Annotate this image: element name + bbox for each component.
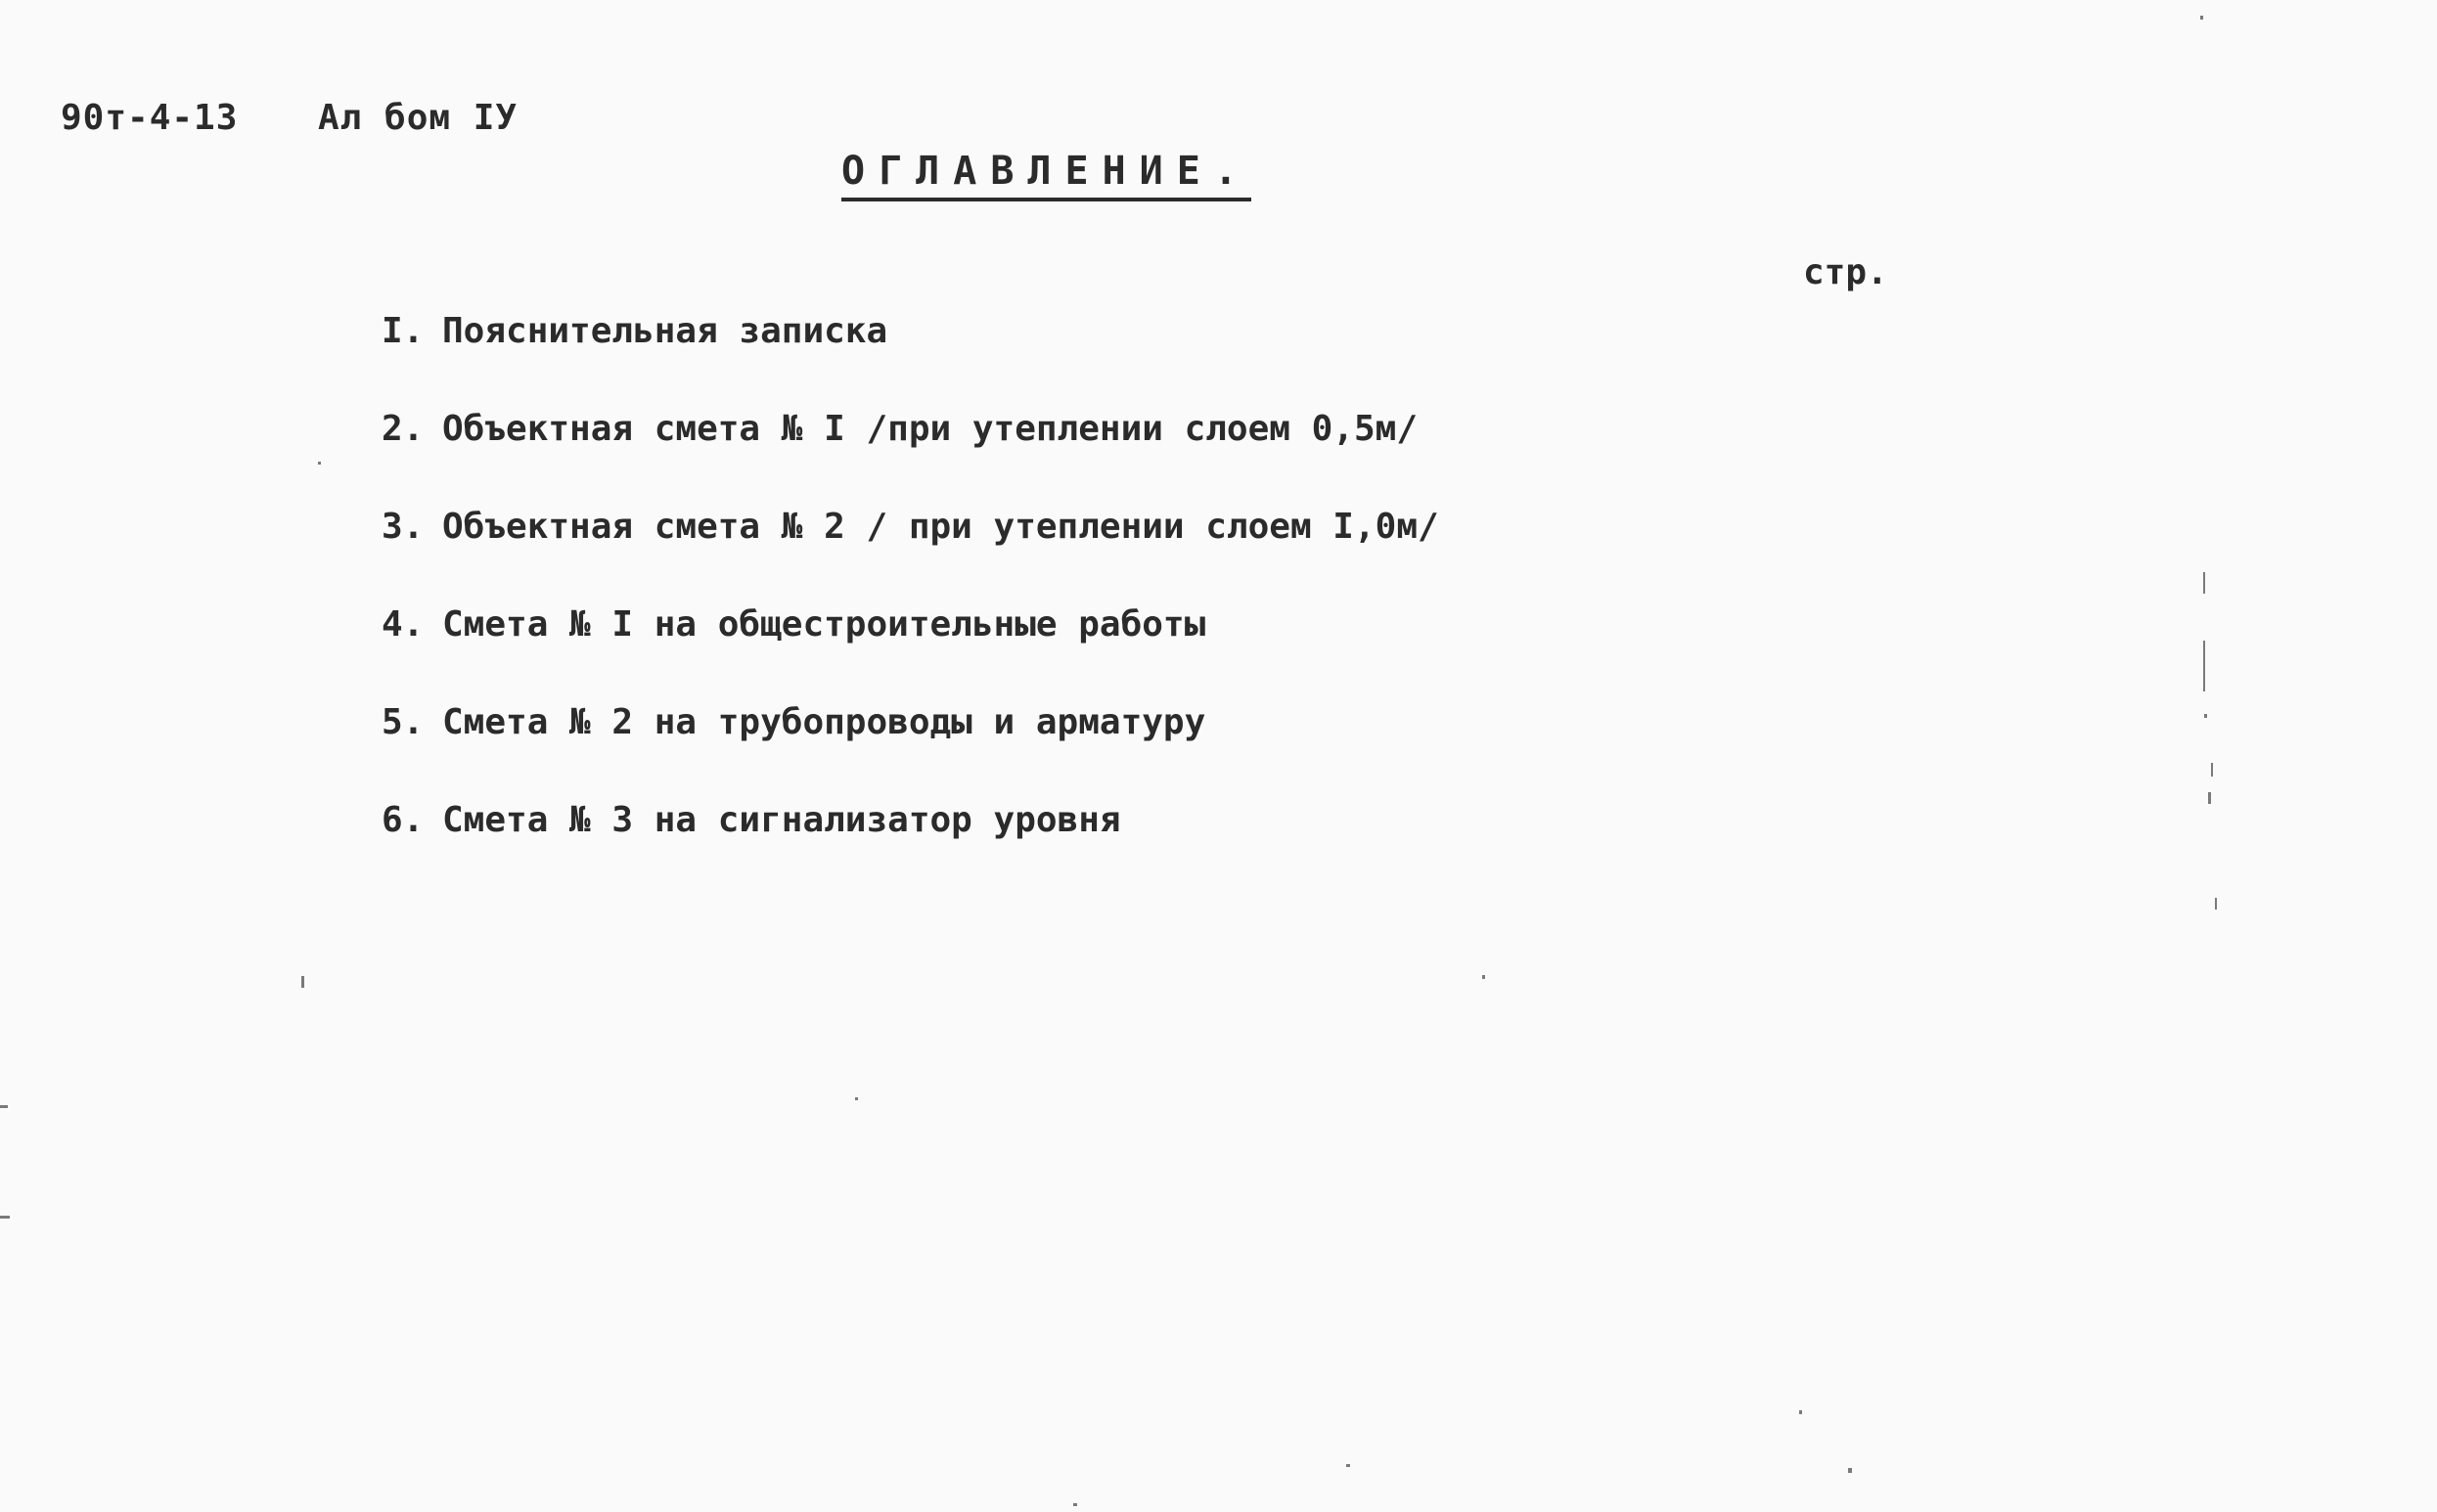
- scan-speck: [2203, 641, 2205, 691]
- toc-item: [382, 604, 1439, 702]
- scan-speck: [0, 1105, 8, 1108]
- scan-speck: [2215, 898, 2217, 910]
- toc-item-number: І.: [382, 311, 425, 351]
- toc-item-text: Объектная смета № 2 / при утеплении слоем І,0м/: [442, 507, 1439, 547]
- page-title: ОГЛАВЛЕНИЕ.: [841, 149, 1251, 201]
- toc-item-text: Пояснительная записка: [442, 311, 888, 351]
- scan-speck: [301, 976, 304, 988]
- scan-speck: [1482, 975, 1485, 979]
- toc-item: [382, 409, 1439, 507]
- scan-speck: [2204, 714, 2207, 718]
- scan-speck: [318, 462, 321, 465]
- toc-item-text: Смета № І на общестроительные работы: [442, 604, 1206, 645]
- scan-speck: [2211, 763, 2213, 777]
- toc-item-number: 3.: [382, 507, 425, 547]
- toc-item: [382, 311, 1439, 409]
- scan-speck: [1346, 1464, 1350, 1467]
- scan-speck: [2203, 572, 2205, 594]
- toc-item-text: Объектная смета № І /при утеплении слоем 0,5м/: [442, 409, 1418, 449]
- toc-item: [382, 800, 1439, 898]
- scan-speck: [1073, 1503, 1077, 1506]
- toc-item-number: 4.: [382, 604, 425, 645]
- page-column-label: стр.: [1803, 252, 1888, 292]
- toc-item: [382, 507, 1439, 604]
- scan-speck: [2200, 16, 2203, 20]
- document-code: 90т-4-13: [61, 98, 239, 138]
- toc-item-number: 6.: [382, 800, 425, 840]
- scan-speck: [1848, 1468, 1852, 1473]
- table-of-contents: [382, 311, 1439, 898]
- toc-item-number: 2.: [382, 409, 425, 449]
- scan-speck: [2208, 792, 2211, 804]
- scan-speck: [0, 1216, 10, 1219]
- toc-item-text: Смета № 2 на трубопроводы и арматуру: [442, 702, 1206, 742]
- scan-speck: [1799, 1410, 1802, 1414]
- scan-speck: [855, 1097, 858, 1100]
- toc-item-text: Смета № 3 на сигнализатор уровня: [442, 800, 1121, 840]
- toc-item-number: 5.: [382, 702, 425, 742]
- toc-item: [382, 702, 1439, 800]
- album-number: Ал бом ІУ: [318, 98, 519, 138]
